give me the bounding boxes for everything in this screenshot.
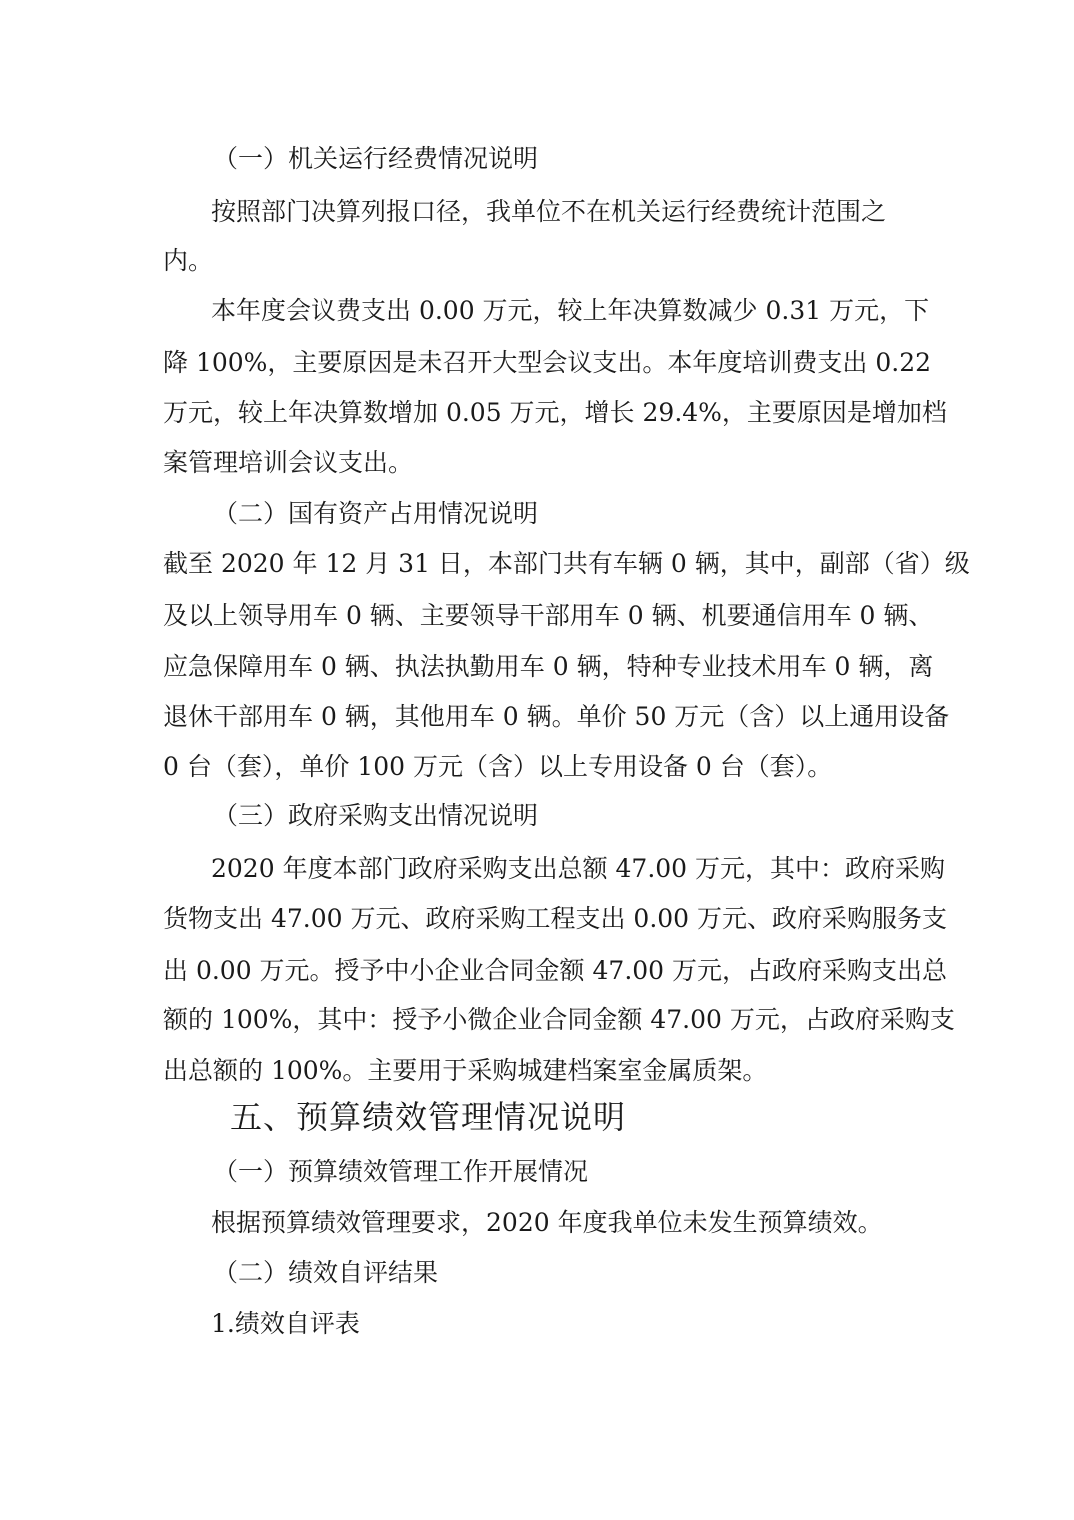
paragraph-line: 出 0.00 万元。授予中小企业合同金额 47.00 万元，占政府采购支出总 xyxy=(163,956,948,985)
paragraph-line: 货物支出 47.00 万元、政府采购工程支出 0.00 万元、政府采购服务支 xyxy=(163,904,948,933)
paragraph-line: 退休干部用车 0 辆，其他用车 0 辆。单价 50 万元（含）以上通用设备 xyxy=(163,702,950,731)
paragraph-line: 按照部门决算列报口径，我单位不在机关运行经费统计范围之 xyxy=(211,197,887,226)
paragraph-line: 案管理培训会议支出。 xyxy=(163,448,414,477)
section-heading-performance-work: （一）预算绩效管理工作开展情况 xyxy=(213,1157,589,1186)
paragraph-line: 出总额的 100%。主要用于采购城建档案室金属质架。 xyxy=(163,1056,768,1085)
paragraph-line: 根据预算绩效管理要求，2020 年度我单位未发生预算绩效。 xyxy=(211,1208,883,1237)
paragraph-line: 额的 100%，其中：授予小微企业合同金额 47.00 万元，占政府采购支 xyxy=(163,1005,955,1034)
list-item-self-evaluation-table: 1.绩效自评表 xyxy=(211,1309,360,1338)
section-heading-state-assets: （二）国有资产占用情况说明 xyxy=(213,499,539,528)
paragraph-line: 内。 xyxy=(163,246,214,275)
paragraph-line: 截至 2020 年 12 月 31 日，本部门共有车辆 0 辆，其中，副部（省）级 xyxy=(163,549,970,578)
section-heading-government-procurement: （三）政府采购支出情况说明 xyxy=(213,801,539,830)
section-heading-self-evaluation: （二）绩效自评结果 xyxy=(213,1258,439,1287)
paragraph-line: 本年度会议费支出 0.00 万元，较上年决算数减少 0.31 万元，下 xyxy=(211,296,930,325)
paragraph-line: 降 100%，主要原因是未召开大型会议支出。本年度培训费支出 0.22 xyxy=(163,348,932,377)
paragraph-line: 0 台（套），单价 100 万元（含）以上专用设备 0 台（套）。 xyxy=(163,752,833,781)
chapter-title-performance-management: 五、预算绩效管理情况说明 xyxy=(230,1098,627,1136)
paragraph-line: 及以上领导用车 0 辆、主要领导干部用车 0 辆、机要通信用车 0 辆、 xyxy=(163,601,934,630)
paragraph-line: 万元，较上年决算数增加 0.05 万元，增长 29.4%，主要原因是增加档 xyxy=(163,398,947,427)
paragraph-line: 应急保障用车 0 辆、执法执勤用车 0 辆，特种专业技术用车 0 辆，离 xyxy=(163,652,934,681)
paragraph-line: 2020 年度本部门政府采购支出总额 47.00 万元，其中：政府采购 xyxy=(211,854,946,883)
section-heading-operating-expenses: （一）机关运行经费情况说明 xyxy=(213,144,539,173)
